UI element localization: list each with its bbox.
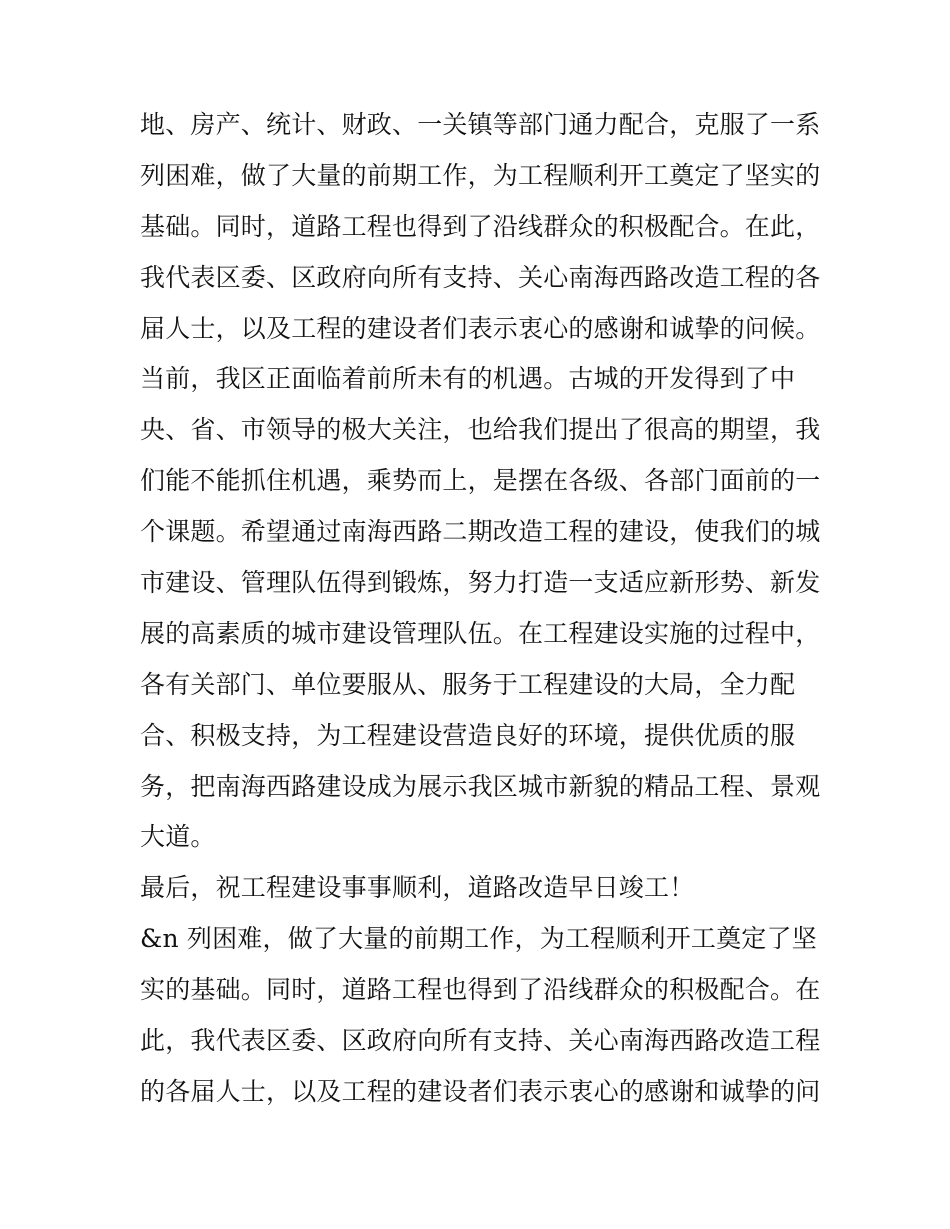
text-line: &n 列困难，做了大量的前期工作，为工程顺利开工奠定了坚 xyxy=(140,924,817,954)
text-line: 们能不能抓住机遇，乘势而上，是摆在各级、各部门面前的一 xyxy=(140,466,821,496)
text-line: 届人士，以及工程的建设者们表示衷心的感谢和诚挚的问候。 xyxy=(140,313,821,343)
text-line: 最后，祝工程建设事事顺利，道路改造早日竣工！ xyxy=(140,873,695,903)
text-line: 展的高素质的城市建设管理队伍。在工程建设实施的过程中， xyxy=(140,618,821,648)
text-line: 地、房产、统计、财政、一关镇等部门通力配合，克服了一系 xyxy=(140,110,821,139)
text-line: 当前，我区正面临着前所未有的机遇。古城的开发得到了中 xyxy=(140,364,796,394)
text-line: 此，我代表区委、区政府向所有支持、关心南海西路改造工程 xyxy=(140,1026,821,1056)
text-line: 个课题。希望通过南海西路二期改造工程的建设，使我们的城 xyxy=(140,517,821,547)
body-text xyxy=(140,100,820,1118)
text-line: 的各届人士，以及工程的建设者们表示衷心的感谢和诚挚的问 xyxy=(140,1076,821,1106)
text-line: 务，把南海西路建设成为展示我区城市新貌的精品工程、景观 xyxy=(140,771,821,801)
text-line: 基础。同时，道路工程也得到了沿线群众的积极配合。在此， xyxy=(140,211,821,241)
text-line: 实的基础。同时，道路工程也得到了沿线群众的积极配合。在 xyxy=(140,975,821,1005)
text-line: 大道。 xyxy=(140,822,216,852)
text-line: 我代表区委、区政府向所有支持、关心南海西路改造工程的各 xyxy=(140,262,821,292)
text-line: 市建设、管理队伍得到锻炼，努力打造一支适应新形势、新发 xyxy=(140,568,821,598)
text-line: 各有关部门、单位要服从、服务于工程建设的大局，全力配 xyxy=(140,669,796,699)
text-line: 合、积极支持，为工程建设营造良好的环境，提供优质的服 xyxy=(140,720,796,750)
text-line: 列困难，做了大量的前期工作，为工程顺利开工奠定了坚实的 xyxy=(140,160,821,190)
text-line: 央、省、市领导的极大关注，也给我们提出了很高的期望，我 xyxy=(140,415,821,445)
